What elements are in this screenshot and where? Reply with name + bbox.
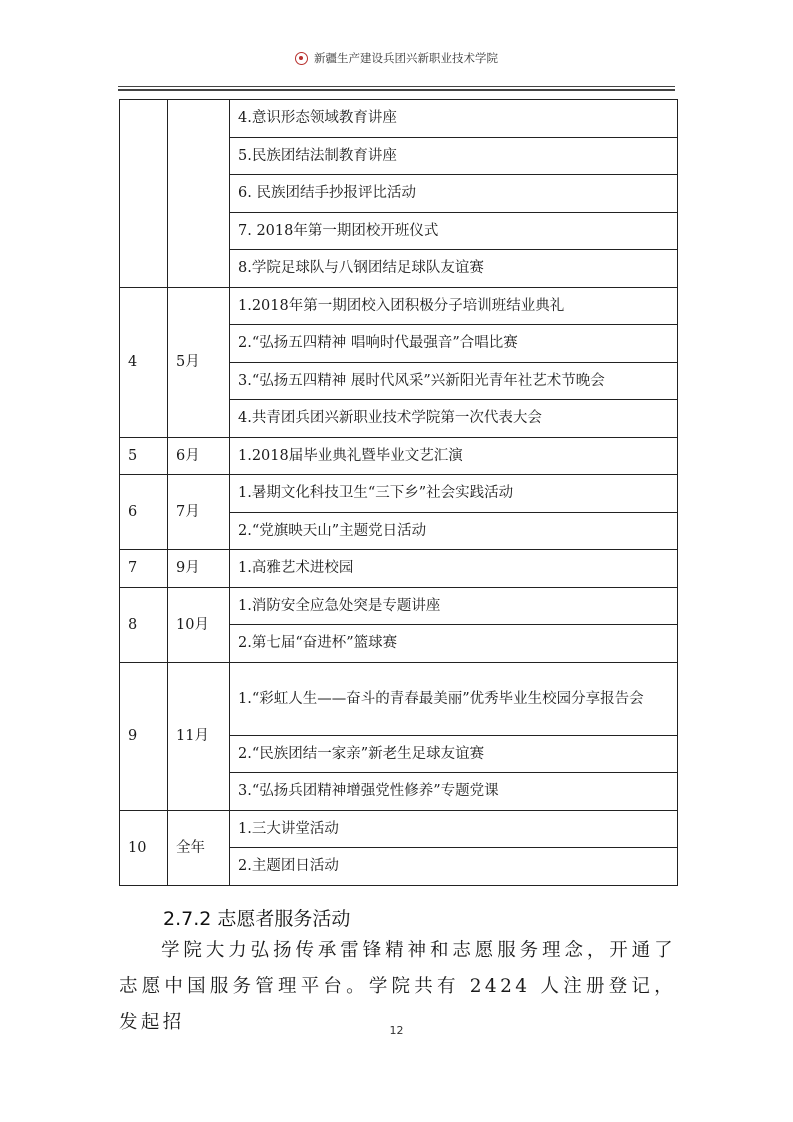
event-cell: 4.意识形态领域教育讲座 bbox=[230, 100, 678, 138]
row-number-cell: 4 bbox=[120, 287, 168, 437]
event-cell: 8.学院足球队与八钢团结足球队友谊赛 bbox=[230, 250, 678, 288]
header-title: 新疆生产建设兵团兴新职业技术学院 bbox=[314, 51, 498, 65]
month-cell: 10月 bbox=[168, 587, 230, 662]
college-logo-icon bbox=[295, 52, 308, 65]
event-cell: 2.第七届“奋进杯”篮球赛 bbox=[230, 625, 678, 663]
event-cell: 1.2018届毕业典礼暨毕业文艺汇演 bbox=[230, 437, 678, 475]
event-cell: 7. 2018年第一期团校开班仪式 bbox=[230, 212, 678, 250]
row-number-cell: 7 bbox=[120, 550, 168, 588]
events-table-body bbox=[120, 100, 678, 886]
event-cell: 1.2018年第一期团校入团积极分子培训班结业典礼 bbox=[230, 287, 678, 325]
table-row bbox=[120, 287, 678, 325]
section-heading: 2.7.2 志愿者服务活动 bbox=[163, 908, 351, 930]
event-cell: 1.暑期文化科技卫生“三下乡”社会实践活动 bbox=[230, 475, 678, 513]
event-cell: 1.三大讲堂活动 bbox=[230, 810, 678, 848]
month-cell: 9月 bbox=[168, 550, 230, 588]
month-cell: 全年 bbox=[168, 810, 230, 885]
event-cell: 2.“弘扬五四精神 唱响时代最强音”合唱比赛 bbox=[230, 325, 678, 363]
row-number-cell: 10 bbox=[120, 810, 168, 885]
events-table bbox=[119, 99, 678, 886]
page-number: 12 bbox=[389, 1024, 404, 1037]
month-cell: 11月 bbox=[168, 662, 230, 810]
row-number-cell: 9 bbox=[120, 662, 168, 810]
event-cell: 3.“弘扬五四精神 展时代风采”兴新阳光青年社艺术节晚会 bbox=[230, 362, 678, 400]
event-cell: 1.消防安全应急处突是专题讲座 bbox=[230, 587, 678, 625]
event-cell: 1.高雅艺术进校园 bbox=[230, 550, 678, 588]
table-row bbox=[120, 475, 678, 513]
header-rule-bottom bbox=[118, 89, 675, 91]
event-cell: 2.主题团日活动 bbox=[230, 848, 678, 886]
month-cell bbox=[168, 100, 230, 288]
table-row bbox=[120, 100, 678, 138]
month-cell: 7月 bbox=[168, 475, 230, 550]
header-rule-top bbox=[118, 86, 675, 87]
table-row bbox=[120, 810, 678, 848]
row-number-cell: 5 bbox=[120, 437, 168, 475]
table-row bbox=[120, 587, 678, 625]
row-number-cell bbox=[120, 100, 168, 288]
row-number-cell: 8 bbox=[120, 587, 168, 662]
event-cell: 3.“弘扬兵团精神增强党性修养”专题党课 bbox=[230, 773, 678, 811]
event-cell: 6. 民族团结手抄报评比活动 bbox=[230, 175, 678, 213]
table-row bbox=[120, 550, 678, 588]
month-cell: 5月 bbox=[168, 287, 230, 437]
table-row bbox=[120, 662, 678, 735]
event-cell: 2.“民族团结一家亲”新老生足球友谊赛 bbox=[230, 735, 678, 773]
section-paragraph: 学院大力弘扬传承雷锋精神和志愿服务理念，开通了志愿中国服务管理平台。学院共有 2424 人注册登记，发起招 bbox=[119, 940, 676, 1033]
event-cell: 5.民族团结法制教育讲座 bbox=[230, 137, 678, 175]
month-cell: 6月 bbox=[168, 437, 230, 475]
event-cell: 2.“党旗映天山”主题党日活动 bbox=[230, 512, 678, 550]
table-row bbox=[120, 437, 678, 475]
page-header bbox=[0, 50, 793, 66]
row-number-cell: 6 bbox=[120, 475, 168, 550]
event-cell: 4.共青团兵团兴新职业技术学院第一次代表大会 bbox=[230, 400, 678, 438]
event-cell: 1.“彩虹人生——奋斗的青春最美丽”优秀毕业生校园分享报告会 bbox=[230, 662, 678, 735]
